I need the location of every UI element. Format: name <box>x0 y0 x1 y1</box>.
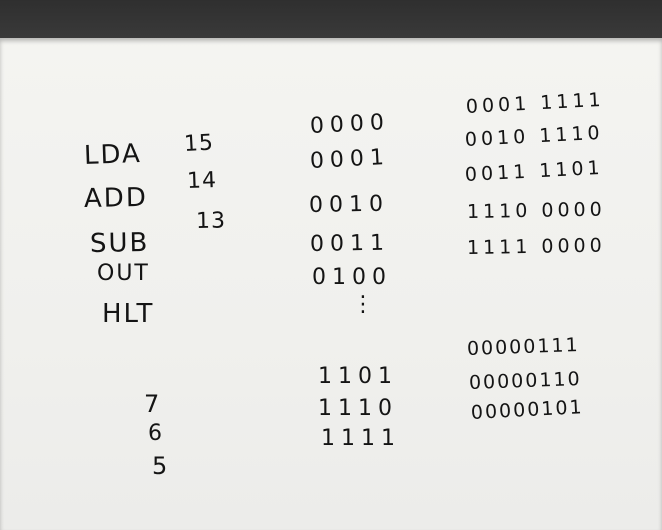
dark-background-strip <box>0 0 662 40</box>
memory-contents-15: 00000101 <box>470 396 585 424</box>
memory-contents-4: 1111 0000 <box>466 234 606 259</box>
ellipsis: ⋮ <box>352 292 374 317</box>
operand-add: 14 <box>186 167 218 194</box>
address-0001: 0001 <box>309 144 391 174</box>
address-1111: 1111 <box>321 426 401 451</box>
data-value-5: 5 <box>152 452 169 480</box>
address-0011: 0011 <box>309 230 391 257</box>
data-value-7: 7 <box>144 390 161 418</box>
memory-contents-2: 0011 1101 <box>464 156 605 186</box>
address-0100: 0100 <box>312 265 392 290</box>
address-1101: 1101 <box>318 364 398 389</box>
address-1110: 1110 <box>318 396 398 421</box>
address-0000: 0000 <box>309 109 391 139</box>
address-0010: 0010 <box>308 191 390 218</box>
mnemonic-sub: SUB <box>89 227 150 259</box>
mnemonic-add: ADD <box>83 182 149 214</box>
handwritten-page <box>0 38 662 530</box>
memory-contents-0: 0001 1111 <box>465 88 606 118</box>
mnemonic-hlt: HLT <box>102 299 155 329</box>
operand-lda: 15 <box>183 130 215 157</box>
mnemonic-out: OUT <box>97 261 150 286</box>
memory-contents-14: 00000110 <box>468 368 583 394</box>
memory-contents-1: 0010 1110 <box>464 121 605 151</box>
data-value-6: 6 <box>148 421 163 446</box>
memory-contents-13: 00000111 <box>466 334 581 360</box>
mnemonic-lda: LDA <box>83 138 143 171</box>
memory-contents-3: 1110 0000 <box>466 198 606 223</box>
operand-sub: 13 <box>195 208 227 234</box>
